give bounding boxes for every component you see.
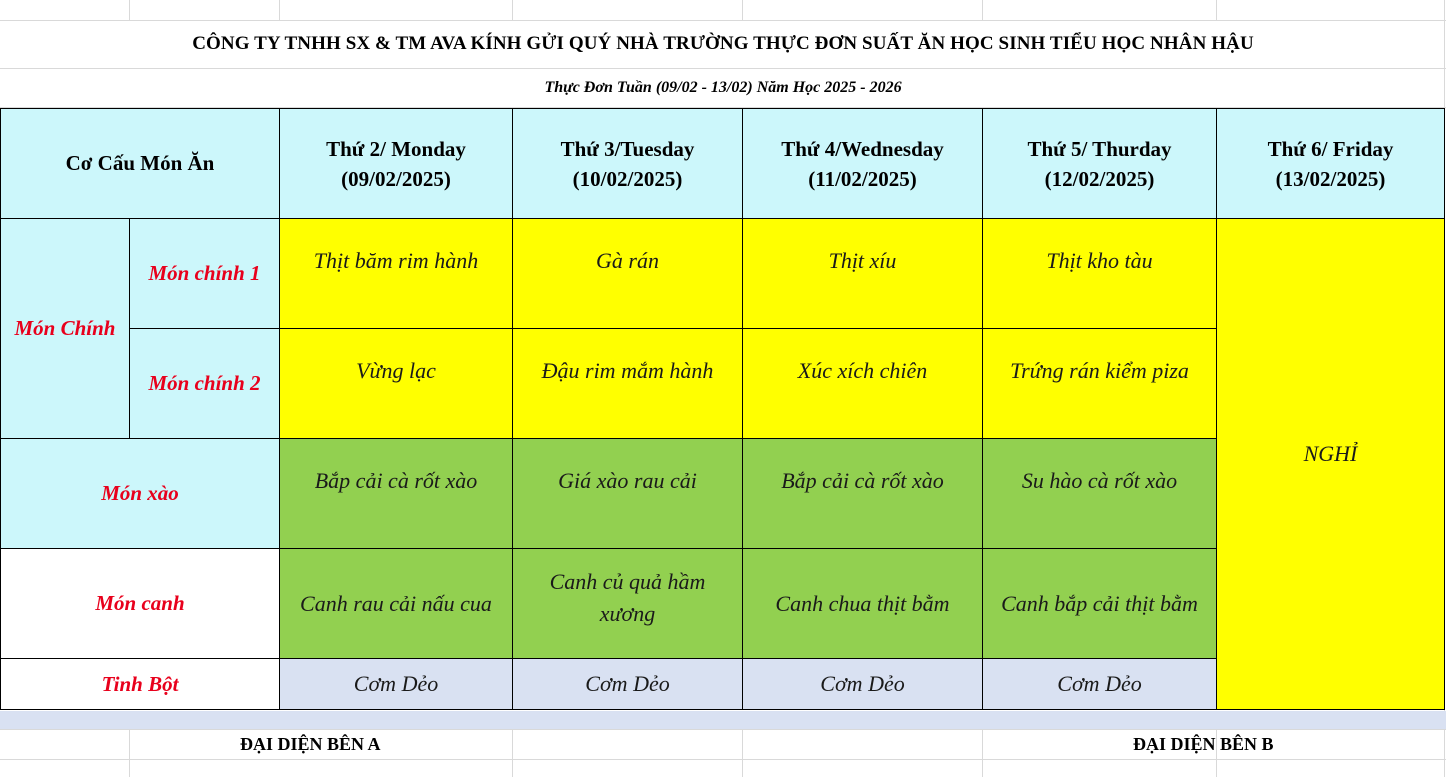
dish-cell: Gà rán — [513, 219, 743, 329]
dish-cell: Bắp cải cà rốt xào — [280, 439, 513, 549]
gridline — [512, 729, 513, 777]
friday-note: NGHỈ — [1303, 441, 1358, 466]
dish-cell: Trứng rán kiểm piza — [983, 329, 1217, 439]
dish-cell: Thịt xíu — [743, 219, 983, 329]
gridline — [982, 0, 983, 20]
dish-cell: Cơm Dẻo — [983, 659, 1217, 710]
dish-cell: Giá xào rau cải — [513, 439, 743, 549]
day-header-monday — [280, 109, 513, 219]
dish-cell: Su hào cà rốt xào — [983, 439, 1217, 549]
day-header-thursday — [983, 109, 1217, 219]
menu-table — [0, 108, 1445, 710]
dish-cell: Thịt băm rim hành — [280, 219, 513, 329]
dish-cell: Bắp cải cà rốt xào — [743, 439, 983, 549]
document-title: CÔNG TY TNHH SX & TM AVA KÍNH GỬI QUÝ NHÀ TRƯỜNG THỰC ĐƠN SUẤT ĂN HỌC SINH TIỂU HỌC NHÂN HẬU — [192, 33, 1254, 54]
category-main1: Món chính 1 — [130, 219, 280, 329]
day-header-tuesday — [513, 109, 743, 219]
dish-cell: Cơm Dẻo — [743, 659, 983, 710]
gridline — [0, 759, 1446, 760]
day-name: Thứ 5/ Thurday — [1027, 136, 1172, 161]
gridline — [279, 0, 280, 20]
dish-cell: Đậu rim mắm hành — [513, 329, 743, 439]
signature-party-b: ĐẠI DIỆN BÊN B — [1133, 734, 1274, 754]
gridline — [129, 729, 130, 777]
dish-text: Canh củ quả hầm xương — [549, 568, 706, 626]
structure-header: Cơ Cấu Món Ăn — [1, 109, 280, 219]
separator-band — [0, 711, 1446, 729]
menu-row-main1 — [1, 219, 1445, 329]
gridline — [129, 0, 130, 20]
day-header-friday — [1217, 109, 1445, 219]
day-name: Thứ 6/ Friday — [1267, 136, 1394, 161]
day-header-wednesday — [743, 109, 983, 219]
gridline — [742, 729, 743, 777]
gridline — [512, 0, 513, 20]
gridline — [742, 0, 743, 20]
category-main-group: Món Chính — [1, 219, 130, 439]
day-date: (10/02/2025) — [572, 166, 683, 191]
signature-party-a: ĐẠI DIỆN BÊN A — [240, 734, 381, 754]
dish-cell: Canh chua thịt bằm — [743, 549, 983, 659]
category-soup: Món canh — [1, 549, 280, 659]
friday-closed-cell — [1217, 219, 1445, 710]
header-row — [1, 109, 1445, 219]
category-stir-fry: Món xào — [1, 439, 280, 549]
day-date: (13/02/2025) — [1275, 166, 1386, 191]
dish-cell: Vừng lạc — [280, 329, 513, 439]
dish-cell: Canh bắp cải thịt bằm — [983, 549, 1217, 659]
day-date: (09/02/2025) — [341, 166, 451, 191]
day-name: Thứ 4/Wednesday — [781, 136, 944, 161]
day-date: (12/02/2025) — [1044, 166, 1155, 191]
dish-cell: Canh rau cải nấu cua — [280, 549, 513, 659]
dish-cell: Cơm Dẻo — [280, 659, 513, 710]
day-name: Thứ 3/Tuesday — [560, 136, 695, 161]
dish-cell: Xúc xích chiên — [743, 329, 983, 439]
dish-cell: Cơm Dẻo — [513, 659, 743, 710]
gridline — [1216, 0, 1217, 20]
dish-cell — [513, 549, 743, 659]
category-main2: Món chính 2 — [130, 329, 280, 439]
gridline — [982, 729, 983, 777]
day-date: (11/02/2025) — [808, 166, 917, 191]
dish-cell: Thịt kho tàu — [983, 219, 1217, 329]
week-subtitle: Thực Đơn Tuần (09/02 - 13/02) Năm Học 2025 - 2026 — [544, 79, 902, 96]
day-name: Thứ 2/ Monday — [326, 136, 466, 161]
category-starch: Tinh Bột — [1, 659, 280, 710]
